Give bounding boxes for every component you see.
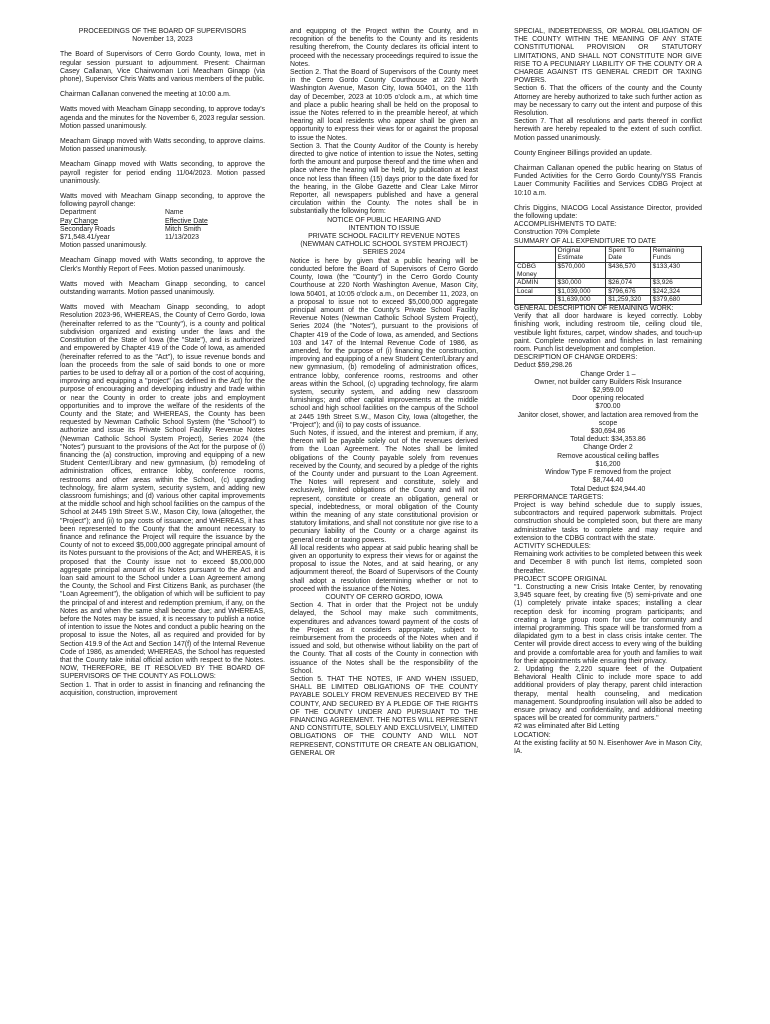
table-cell: $30,000 bbox=[555, 279, 606, 288]
paragraph: Deduct $59,298.26 bbox=[514, 362, 573, 370]
paragraph: Remove acoustical ceiling baffles bbox=[557, 452, 659, 460]
paragraph: SERIES 2024 bbox=[362, 249, 406, 257]
col1-paragraphs bbox=[60, 28, 265, 209]
paragraph: At the existing facility at 50 N. Eisenhower Ave in Mason City, IA. bbox=[514, 739, 702, 755]
paragraph: Section 7. That all resolutions and parts thereof in conflict herewith are hereby repealed to the extent of such conflict. Motion passed unanimously. bbox=[514, 118, 702, 142]
table-cell: Local bbox=[515, 287, 556, 296]
paragraph: Chris Diggins, NIACOG Local Assistance Director, provided the following update: bbox=[514, 204, 702, 221]
paragraph: $2,959.00 bbox=[592, 387, 624, 395]
paragraph: Meacham Ginapp moved with Watts seconding, to approve claims. Motion passed unanimously. bbox=[60, 138, 265, 154]
paragraph: PROCEEDINGS OF THE BOARD OF SUPERVISORS bbox=[78, 28, 247, 35]
paragraph: Chairman Callanan opened the public hearing on Status of Funded Activities for the Cerro Gordo County/YSS Francis Lauer Community Facilities and Services CDBG Project at 10:10 a.m. bbox=[514, 165, 702, 197]
paragraph: Change Order 1 – bbox=[580, 370, 636, 378]
table-cell bbox=[515, 296, 556, 305]
paragraph: and equipping of the Project within the County, and in recognition of the benefits to the County and its residents resulting therefrom, the County declares its official intent to proceed with the necessary proceedings required to issue the Notes. bbox=[290, 28, 478, 68]
paragraph: SUMMARY OF ALL EXPENDITURE TO DATE bbox=[514, 237, 656, 245]
payroll-cell: Effective Date bbox=[165, 217, 208, 225]
paragraph: Watts moved with Meacham Ginapp seconding, to approve today's agenda and the minutes for the November 6, 2023 regular session. Motion passed unanimously. bbox=[60, 106, 265, 130]
expenditure-summary-table bbox=[514, 246, 702, 305]
paragraph: Project is way behind schedule due to supply issues, subcontractors and required paperwork submittals. Project construction should be completed soon, but there are many administrative tasks to complete and may require and extension to the CDBG contract with the state. bbox=[514, 501, 702, 542]
payroll-row bbox=[60, 234, 265, 242]
paragraph: Section 3. That the County Auditor of the County is hereby directed to give notice of intention to issue the Notes, setting forth the amount and purpose thereof and the time when and place where the hearing will be held, by publication at least once not less than fifteen (15) days prior to the date fixed for the hearing, in the Globe Gazette and Clear Lake Mirror Reporter, all newspapers published and have a general circulation within the County. The notes shall be in substantially the following form: bbox=[290, 142, 478, 216]
paragraph: PERFORMANCE TARGETS: bbox=[514, 493, 604, 501]
paragraph: COUNTY OF CERRO GORDO, IOWA bbox=[325, 594, 443, 602]
payroll-cell: $71,548.41/year bbox=[60, 234, 110, 242]
table-header-cell bbox=[515, 246, 556, 262]
payroll-cell: Secondary Roads bbox=[60, 225, 115, 233]
table-cell: $570,000 bbox=[555, 263, 606, 279]
table-cell: $242,324 bbox=[650, 287, 701, 296]
payroll-row bbox=[60, 209, 265, 217]
paragraph: Verify that all door hardware is keyed correctly. Lobby finishing work, including restroom tile, ceiling cloud tile, vestibule light fixtures, carpet, window shades, and touch-up paint. Complete renovation and finishes in last remaining room. Punch list development and completion. bbox=[514, 313, 702, 354]
col2-paragraphs bbox=[290, 28, 478, 758]
paragraph: Owner, not builder carry Builders Risk Insurance bbox=[534, 378, 682, 386]
col1b-paragraphs bbox=[60, 257, 265, 698]
payroll-cell: Department bbox=[60, 209, 97, 217]
paragraph: Watts moved with Meacham Ginapp seconding, to adopt Resolution 2023-96, WHEREAS, the County of Cerro Gordo, Iowa (hereinafter referred to as the "County"), is a county and political subdivision organized and existing under the laws and the Constitution of the State of Iowa (the "State"), and is authorized and empowered by Chapter 419 of the Code of Iowa, as amended (hereinafter referred to as the "Act"), to issue revenue bonds and loan the proceeds from the sale of said bonds to one or more parties to be used to defray all or a portion of the cost of acquiring, improving and equipping a "project" (as defined in the Act) for the purpose of encouraging and developing industry and trade within or near the County in order to create jobs and employment opportunities and to improve the welfare of the residents of the County and the State; and WHEREAS, the County has been requested by Newman Catholic School System (the "School") to authorize and issue its Private School Facility Revenue Notes (Newman Catholic School System Project), Series 2024 (the "Notes") pursuant to the provisions of the Act for the purpose of (i) financing the (a) construction, improving and equipping of a new Student Center/Library and new gymnasium, (b) remodeling of administration offices, entrance lobby, conference rooms, restrooms and other areas within the School, (c) upgrading technology, fire alarm system, security system, and adding new classroom furnishings; and (d) various other capital improvements at the middle school and high school facilities on the campus of the School at 2445 19th Street S.W., Mason City, Iowa (altogether, the "Project"); and (ii) to pay costs of issuance; and WHEREAS, it has been represented to the County that the amount necessary to finance and refinance the Project will require the issuance by the County of not to exceed $5,000,000 aggregate principal amount of its Notes pursuant to the provisions of the Act; and WHEREAS, it is proposed that the County issue not to exceed $5,000,000 aggregate principal amount of its Notes pursuant to the Act and loan said amount to the School under a Loan Agreement among the County, the School and First Citizens Bank, as purchaser (the "Loan Agreement"), the obligation of which will be sufficient to pay the principal of and interest and redemption premium, if any, on the Notes as and when the same shall become due; and WHEREAS, before the Notes may be issued, it is necessary to publish a notice of intention to issue the Notes and conduct a public hearing on the proposal to issue the Notes, all as required and provided for by Section 419.9 of the Act and Section 147(f) of the Internal Revenue Code of 1986, as amended; WHEREAS, the School has requested that the County take initial official action with respect to the Notes. NOW, THEREFORE, BE IT RESOLVED BY THE BOARD OF SUPERVISORS OF THE COUNTY AS FOLLOWS: bbox=[60, 304, 265, 681]
paragraph: Watts moved with Meacham Ginapp seconding, to approve the following payroll change: bbox=[60, 193, 265, 209]
paragraph: Section 1. That in order to assist in financing and refinancing the acquisition, construction, improvement bbox=[60, 681, 265, 697]
column-2 bbox=[290, 28, 478, 1018]
paragraph: Janitor closet, shower, and lactation area removed from the scope bbox=[517, 411, 699, 427]
paragraph: Watts moved with Meacham Ginapp seconding, to cancel outstanding warrants. Motion passed unanimously. bbox=[60, 280, 265, 297]
table-row bbox=[515, 279, 702, 288]
paragraph: Meacham Ginapp moved with Watts seconding, to approve the payroll register for period ending 11/04/2023. Motion passed unanimously. bbox=[60, 161, 265, 185]
table-row bbox=[515, 287, 702, 296]
payroll-cell: Pay Change bbox=[60, 217, 98, 225]
table-cell: $796,676 bbox=[606, 287, 650, 296]
payroll-cell: Mitch Smith bbox=[165, 225, 201, 233]
column-1 bbox=[60, 28, 265, 1018]
paragraph: Remaining work activities to be completed between this week and December 8 with punch list items, completed soon thereafter. bbox=[514, 551, 702, 575]
paragraph: $8,744.40 bbox=[592, 477, 624, 485]
paragraph: $30,694.86 bbox=[590, 428, 626, 436]
paragraph: Total Deduct $24,944.40 bbox=[570, 485, 646, 493]
paragraph: Chairman Callanan convened the meeting at 10:00 a.m. bbox=[60, 91, 231, 99]
paragraph: PRIVATE SCHOOL FACILITY REVENUE NOTES bbox=[308, 233, 460, 241]
col3-paragraphs bbox=[514, 28, 702, 246]
paragraph: #2 was eliminated after Bid Letting bbox=[514, 723, 620, 731]
paragraph: GENERAL DESCRIPTION OF REMAINING WORK: bbox=[514, 305, 674, 313]
paragraph: SPECIAL, INDEBTEDNESS, OR MORAL OBLIGATION OF THE COUNTY WITHIN THE MEANING OF ANY STATE CONSTITUTIONAL PROVISION OR STATUTORY LIMITATIONS, AND SHALL NOT CONSTITUTE NOR GIVE RISE TO A PECUNIARY LIABILITY OF THE COUNTY OR A CHARGE AGAINST ITS GENERAL CREDIT OR TAXING POWERS. bbox=[514, 28, 702, 85]
paragraph: PROJECT SCOPE ORIGINAL bbox=[514, 575, 607, 583]
table-cell: ADMIN bbox=[515, 279, 556, 288]
table-row bbox=[515, 296, 702, 305]
paragraph: The Board of Supervisors of Cerro Gordo County, Iowa, met in regular session pursuant to adjournment. Present: Chairman Casey Callanan, Vice Chairwoman Lori Meacham Ginapp (via phone), Supervisor Chris Watts and various members of the public. bbox=[60, 51, 265, 84]
paragraph: $700.00 bbox=[595, 403, 621, 411]
table-cell: $436,570 bbox=[606, 263, 650, 279]
payroll-cell: 11/13/2023 bbox=[165, 234, 199, 242]
table-cell: $1,039,000 bbox=[555, 287, 606, 296]
paragraph: County Engineer Billings provided an update. bbox=[514, 149, 652, 157]
paragraph: LOCATION: bbox=[514, 731, 551, 739]
table-cell: $1,259,320 bbox=[606, 296, 650, 305]
paragraph: Notice is here by given that a public hearing will be conducted before the Board of Supervisors of Cerro Gordo County, Iowa (the "County") in the Cerro Gordo County Courthouse at 220 North Washington Avenue, Mason City, Iowa 50401, at 10:05 o'clock a.m., on December 11, 2023, on a proposal to issue not to exceed $5,000,000 aggregate principal amount of the County's Private School Facility Revenue Notes (Newman Catholic School System Project), Series 2024 (the "Notes"), pursuant to the provisions of Chapter 419 of the Code of Iowa, as amended, and Sections 103 and 147 of the Internal Revenue Code of 1986, as amended, for the purpose of (i) financing the construction, improving and equipping of a new Student Center/Library and new gymnasium, (b) remodeling of administration offices, entrance lobby, conference rooms, restrooms and other areas within the School, (c) upgrading technology, fire alarm system, security system, and adding new classroom furnishings; and other capital improvements at the middle school and high school facilities on the campus of the School at 2445 19th Street S.W., Mason City, Iowa (altogether, the "Project"); and (ii) to pay costs of issuance. bbox=[290, 257, 478, 429]
paragraph: November 13, 2023 bbox=[132, 36, 193, 44]
table-row bbox=[515, 263, 702, 279]
paragraph: (NEWMAN CATHOLIC SCHOOL SYSTEM PROJECT) bbox=[300, 241, 468, 249]
table-cell: $379,680 bbox=[650, 296, 701, 305]
column-3 bbox=[514, 28, 702, 1018]
paragraph: Section 5. THAT THE NOTES, IF AND WHEN ISSUED, SHALL BE LIMITED OBLIGATIONS OF THE COUNTY PAYABLE SOLELY FROM REVENUES RECEIVED BY THE COUNTY, AND SECURED BY A PLEDGE OF THE RIGHTS OF THE COUNTY UNDER AND PURSUANT TO THE FINANCING AGREEMENT. THE NOTES WILL REPRESENT AND CONSTITUTE, SOLELY AND EXCLUSIVELY, LIMITED OBLIGATIONS OF THE COUNTY AND WILL NOT REPRESENT, CONSTITUTE OR CREATE AN OBLIGATION, GENERAL OR bbox=[290, 676, 478, 757]
table-cell: $133,430 bbox=[650, 263, 701, 279]
paragraph: Change Order 2 bbox=[583, 444, 633, 452]
table-cell: $1,639,000 bbox=[555, 296, 606, 305]
payroll-row bbox=[60, 226, 265, 234]
paragraph: All local residents who appear at said public hearing shall be given an opportunity to express their views for or against the proposal to issue the Notes, and at said hearing, or any adjournment thereof, the Board of Supervisors of the County shall adopt a resolution determining whether or not to proceed with the issuance of the Notes. bbox=[290, 544, 478, 593]
paragraph: "1. Constructing a new Crisis Intake Center, by renovating 3,945 square feet, by creating five (5) semi-private and one (1) completely private intake spaces; installing a clear reception desk for incoming program participants; and creating a large group room for use for community and internal programming. This space will be transformed from a dilapidated gym to a best in class crisis intake center. The Center will provide direct access to every wing of the building and provide a comfortable area for youth and families to wait for their appointments while ensuring their privacy. bbox=[514, 583, 702, 665]
paragraph: ACCOMPLISHMENTS TO DATE: bbox=[514, 221, 617, 229]
table-cell: $26,074 bbox=[606, 279, 650, 288]
table-cell: CDBG Money bbox=[515, 263, 556, 279]
table-cell: $3,926 bbox=[650, 279, 701, 288]
table-header-cell: Original Estimate bbox=[555, 246, 606, 262]
table-header-cell: Spent To Date bbox=[606, 246, 650, 262]
paragraph: Section 4. That in order that the Project not be unduly delayed, the School may make such commitments, expenditures and advances toward payment of the costs of the Project as it considers appropriate, subject to reimbursement from the proceeds of the Notes when and if issued and sold, but otherwise without liability on the part of the County. That all costs of the County in connection with issuance of the Notes shall be the responsibility of the School. bbox=[290, 602, 478, 675]
paragraph: Construction 70% Complete bbox=[514, 229, 600, 237]
paragraph: Section 2. That the Board of Supervisors of the County meet in the Cerro Gordo County Courthouse at 220 North Washington Avenue, Mason City, Iowa 50401, on the 11th day of December, 2023 at 10:05 o'clock a.m., at which time and place a public hearing shall be held on the proposal to issue the Notes referred to in the preamble hereof, at which hearing all local residents who appear shall be given an opportunity to express their views for or against the proposal to issue the Notes. bbox=[290, 69, 478, 142]
table-header-cell: Remaining Funds bbox=[650, 246, 701, 262]
payroll-row bbox=[60, 218, 265, 226]
payroll-motion-text: Motion passed unanimously. bbox=[60, 242, 147, 250]
paragraph: 2. Updating the 2,220 square feet of the Outpatient Behavioral Health Clinic to include more space to add additional providers of play therapy, parent child interaction therapy, mental health counseling, and medication management. Soundproofing insulation will also be added to ensure privacy and confidentiality, and additional meeting spaces will be created for community partners." bbox=[514, 665, 702, 723]
payroll-cell: Name bbox=[165, 209, 184, 217]
paragraph: ACTIVITY SCHEDULES: bbox=[514, 542, 591, 550]
paragraph: Such Notes, if issued, and the interest and premium, if any, thereon will be payable solely out of the revenues derived from the Loan Agreement. The Notes shall be limited obligations of the County payable solely from revenues received by the County, and secured by a pledge of the rights of the County under and pursuant to the Loan Agreement. The Notes will represent and constitute, solely and exclusively, limited obligations of the County and will not represent, constitute or create an obligation, general or special, indebtedness, or moral obligation of the County within the meaning of any state constitutional provision or statutory limitations, and shall not constitute nor give rise to a pecuniary liability of the County or a charge against its general credit or taxing powers. bbox=[290, 429, 478, 544]
payroll-change-list bbox=[60, 209, 265, 242]
paragraph: Door opening relocated bbox=[572, 395, 644, 403]
paragraph: INTENTION TO ISSUE bbox=[348, 224, 420, 232]
paragraph: DESCRIPTION OF CHANGE ORDERS: bbox=[514, 354, 638, 362]
paragraph: Meacham Ginapp moved with Watts seconding, to approve the Clerk's Monthly Report of Fees. Motion passed unanimously. bbox=[60, 257, 265, 273]
paragraph: Window Type F removed from the project bbox=[545, 469, 671, 477]
paragraph: $16,200 bbox=[595, 460, 621, 468]
paragraph: Total deduct: $34,353.86 bbox=[570, 436, 646, 444]
paragraph: Section 6. That the officers of the county and the County Attorney are hereby authorized to take such further action as may be necessary to carry out the intent and purpose of this Resolution. bbox=[514, 85, 702, 118]
col3b-paragraphs bbox=[514, 305, 702, 756]
paragraph: NOTICE OF PUBLIC HEARING AND bbox=[327, 216, 441, 224]
